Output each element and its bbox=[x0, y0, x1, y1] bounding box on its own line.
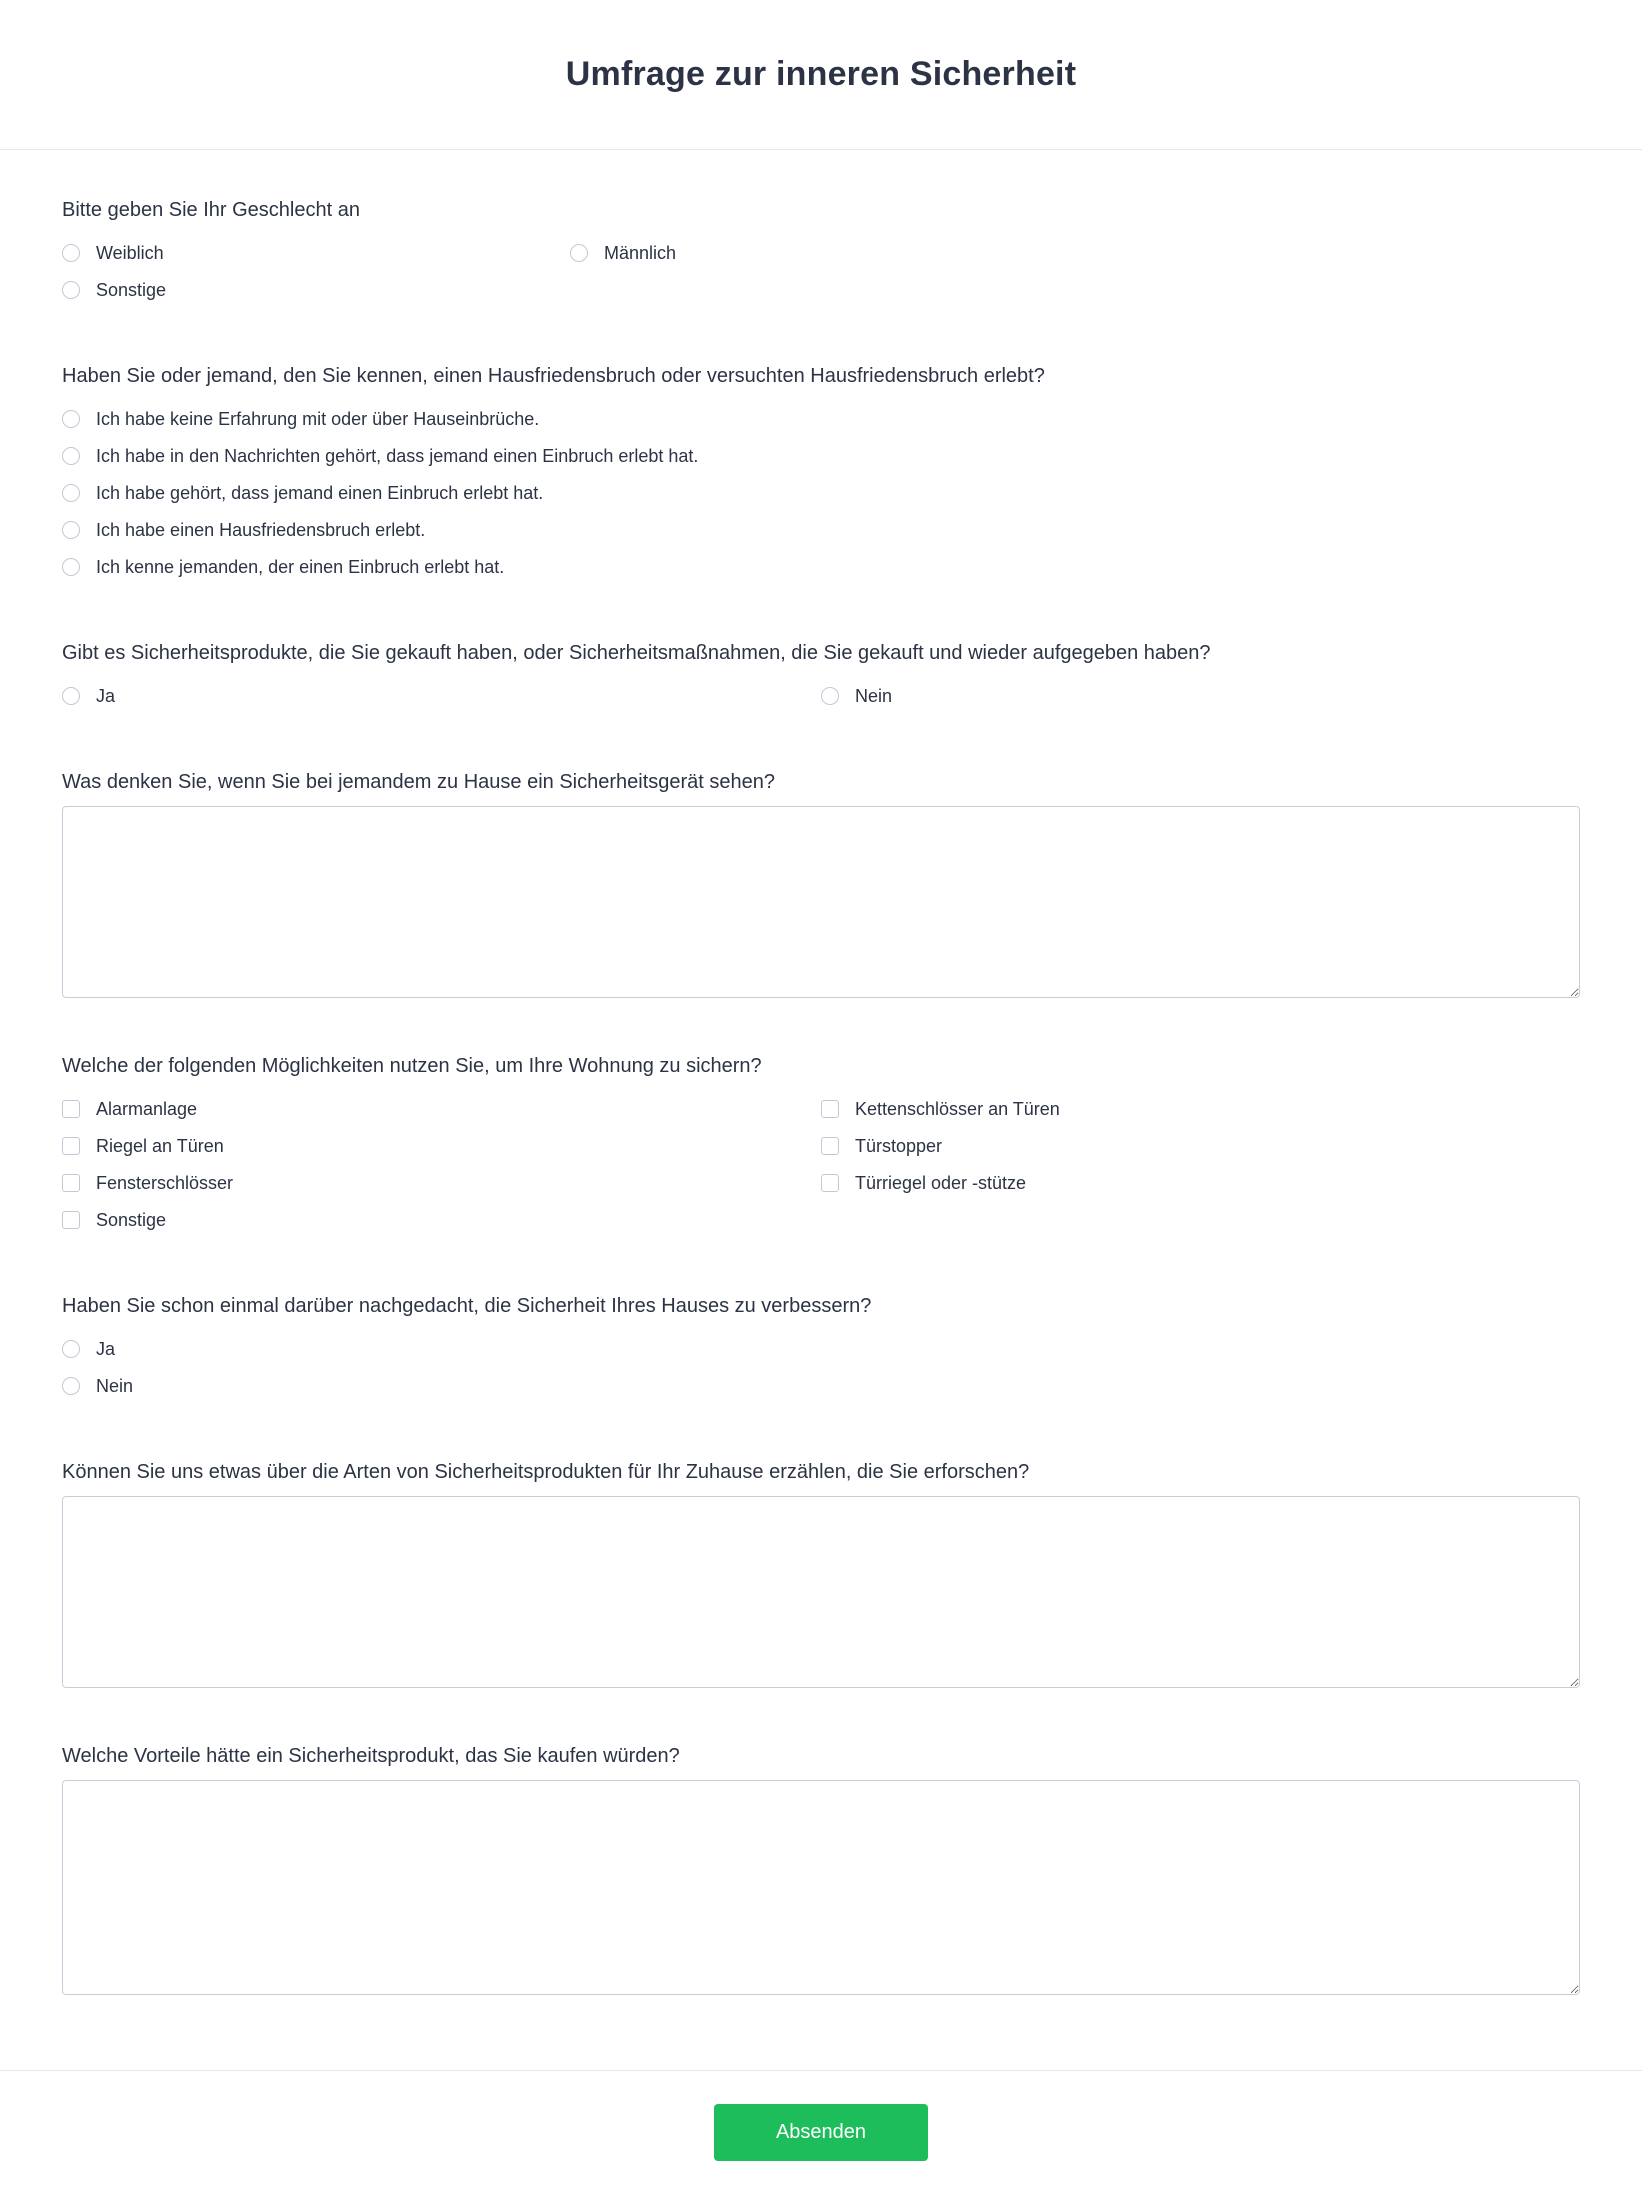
radio-option[interactable] bbox=[62, 400, 1580, 437]
checkbox[interactable] bbox=[62, 1100, 80, 1118]
options-group bbox=[62, 1330, 1580, 1404]
radio-option[interactable] bbox=[62, 437, 1580, 474]
question-label: Haben Sie oder jemand, den Sie kennen, einen Hausfriedensbruch oder versuchten Hausfriedensbruch erlebt? bbox=[62, 365, 1045, 387]
checkbox[interactable] bbox=[821, 1100, 839, 1118]
radio-option-sonstige[interactable] bbox=[62, 271, 570, 308]
option-label: Türriegel oder -stütze bbox=[855, 1172, 1027, 1193]
option-label: Sonstige bbox=[96, 1209, 167, 1230]
radio-option-ja[interactable] bbox=[62, 677, 821, 714]
checkbox[interactable] bbox=[821, 1174, 839, 1192]
radio-button[interactable] bbox=[62, 484, 80, 502]
radio-button[interactable] bbox=[62, 521, 80, 539]
product-benefits-textarea[interactable] bbox=[62, 1780, 1580, 1995]
form-header bbox=[0, 0, 1642, 150]
checkbox-option-sonstige[interactable] bbox=[62, 1201, 821, 1238]
radio-button[interactable] bbox=[62, 447, 80, 465]
option-label: Sonstige bbox=[96, 279, 167, 300]
options-group bbox=[62, 234, 1580, 308]
option-label: Ja bbox=[96, 685, 116, 706]
options-group bbox=[62, 677, 1580, 714]
radio-option-maennlich[interactable] bbox=[570, 234, 1078, 271]
question-gender bbox=[62, 197, 1580, 308]
options-group bbox=[62, 400, 1580, 585]
checkbox-option-tuerriegel[interactable] bbox=[821, 1164, 1580, 1201]
radio-option[interactable] bbox=[62, 474, 1580, 511]
option-label: Riegel an Türen bbox=[96, 1135, 224, 1156]
option-label: Männlich bbox=[604, 242, 677, 263]
checkbox-option-kettenschloesser[interactable] bbox=[821, 1090, 1580, 1127]
radio-option[interactable] bbox=[62, 511, 1580, 548]
checkbox[interactable] bbox=[821, 1137, 839, 1155]
checkbox-option-fensterschloesser[interactable] bbox=[62, 1164, 821, 1201]
question-researched-products bbox=[62, 1459, 1580, 1688]
checkbox-option-tuerstopper[interactable] bbox=[821, 1127, 1580, 1164]
question-label: Was denken Sie, wenn Sie bei jemandem zu Hause ein Sicherheitsgerät sehen? bbox=[62, 771, 776, 793]
option-label: Ich habe gehört, dass jemand einen Einbruch erlebt hat. bbox=[96, 482, 544, 503]
question-burglary-experience bbox=[62, 363, 1580, 585]
device-opinion-textarea[interactable] bbox=[62, 806, 1580, 998]
radio-option-nein[interactable] bbox=[821, 677, 1580, 714]
form-footer bbox=[0, 2070, 1642, 2207]
checkbox[interactable] bbox=[62, 1174, 80, 1192]
radio-button[interactable] bbox=[62, 244, 80, 262]
question-device-opinion bbox=[62, 769, 1580, 998]
radio-button[interactable] bbox=[62, 410, 80, 428]
option-label: Türstopper bbox=[855, 1135, 943, 1156]
radio-option-nein[interactable] bbox=[62, 1367, 1580, 1404]
option-label: Ich habe einen Hausfriedensbruch erlebt. bbox=[96, 519, 426, 540]
radio-button[interactable] bbox=[62, 1340, 80, 1358]
question-label: Gibt es Sicherheitsprodukte, die Sie gekauft haben, oder Sicherheitsmaßnahmen, die Sie gekauft und wieder aufgegeben haben? bbox=[62, 642, 1211, 664]
option-label: Nein bbox=[96, 1375, 134, 1396]
submit-button[interactable]: Absenden bbox=[714, 2104, 928, 2161]
option-label: Ich kenne jemanden, der einen Einbruch erlebt hat. bbox=[96, 556, 505, 577]
question-label: Haben Sie schon einmal darüber nachgedacht, die Sicherheit Ihres Hauses zu verbessern? bbox=[62, 1295, 872, 1317]
radio-button[interactable] bbox=[821, 687, 839, 705]
form-body bbox=[0, 150, 1642, 2070]
radio-button[interactable] bbox=[62, 1377, 80, 1395]
question-purchased-abandoned-products bbox=[62, 640, 1580, 714]
radio-option-weiblich[interactable] bbox=[62, 234, 570, 271]
page-title: Umfrage zur inneren Sicherheit bbox=[565, 55, 1077, 94]
radio-button[interactable] bbox=[62, 687, 80, 705]
radio-option[interactable] bbox=[62, 548, 1580, 585]
option-label: Ich habe keine Erfahrung mit oder über Hauseinbrüche. bbox=[96, 408, 540, 429]
option-label: Weiblich bbox=[96, 242, 164, 263]
checkbox[interactable] bbox=[62, 1137, 80, 1155]
radio-button[interactable] bbox=[62, 558, 80, 576]
researched-products-textarea[interactable] bbox=[62, 1496, 1580, 1688]
radio-button[interactable] bbox=[62, 281, 80, 299]
question-improve-security bbox=[62, 1293, 1580, 1404]
options-group bbox=[62, 1090, 1580, 1238]
question-label: Welche Vorteile hätte ein Sicherheitsprodukt, das Sie kaufen würden? bbox=[62, 1745, 680, 1767]
option-label: Nein bbox=[855, 685, 893, 706]
checkbox-option-alarmanlage[interactable] bbox=[62, 1090, 821, 1127]
option-label: Ich habe in den Nachrichten gehört, dass jemand einen Einbruch erlebt hat. bbox=[96, 445, 699, 466]
checkbox[interactable] bbox=[62, 1211, 80, 1229]
checkbox-option-riegel[interactable] bbox=[62, 1127, 821, 1164]
question-label: Können Sie uns etwas über die Arten von Sicherheitsprodukten für Ihr Zuhause erzählen, die Sie erforschen? bbox=[62, 1461, 1030, 1483]
radio-option-ja[interactable] bbox=[62, 1330, 1580, 1367]
question-product-benefits bbox=[62, 1743, 1580, 1995]
question-security-measures bbox=[62, 1053, 1580, 1238]
radio-button[interactable] bbox=[570, 244, 588, 262]
option-label: Fensterschlösser bbox=[96, 1172, 234, 1193]
option-label: Alarmanlage bbox=[96, 1098, 198, 1119]
option-label: Kettenschlösser an Türen bbox=[855, 1098, 1060, 1119]
question-label: Welche der folgenden Möglichkeiten nutzen Sie, um Ihre Wohnung zu sichern? bbox=[62, 1055, 762, 1077]
question-label: Bitte geben Sie Ihr Geschlecht an bbox=[62, 199, 360, 221]
option-label: Ja bbox=[96, 1338, 116, 1359]
